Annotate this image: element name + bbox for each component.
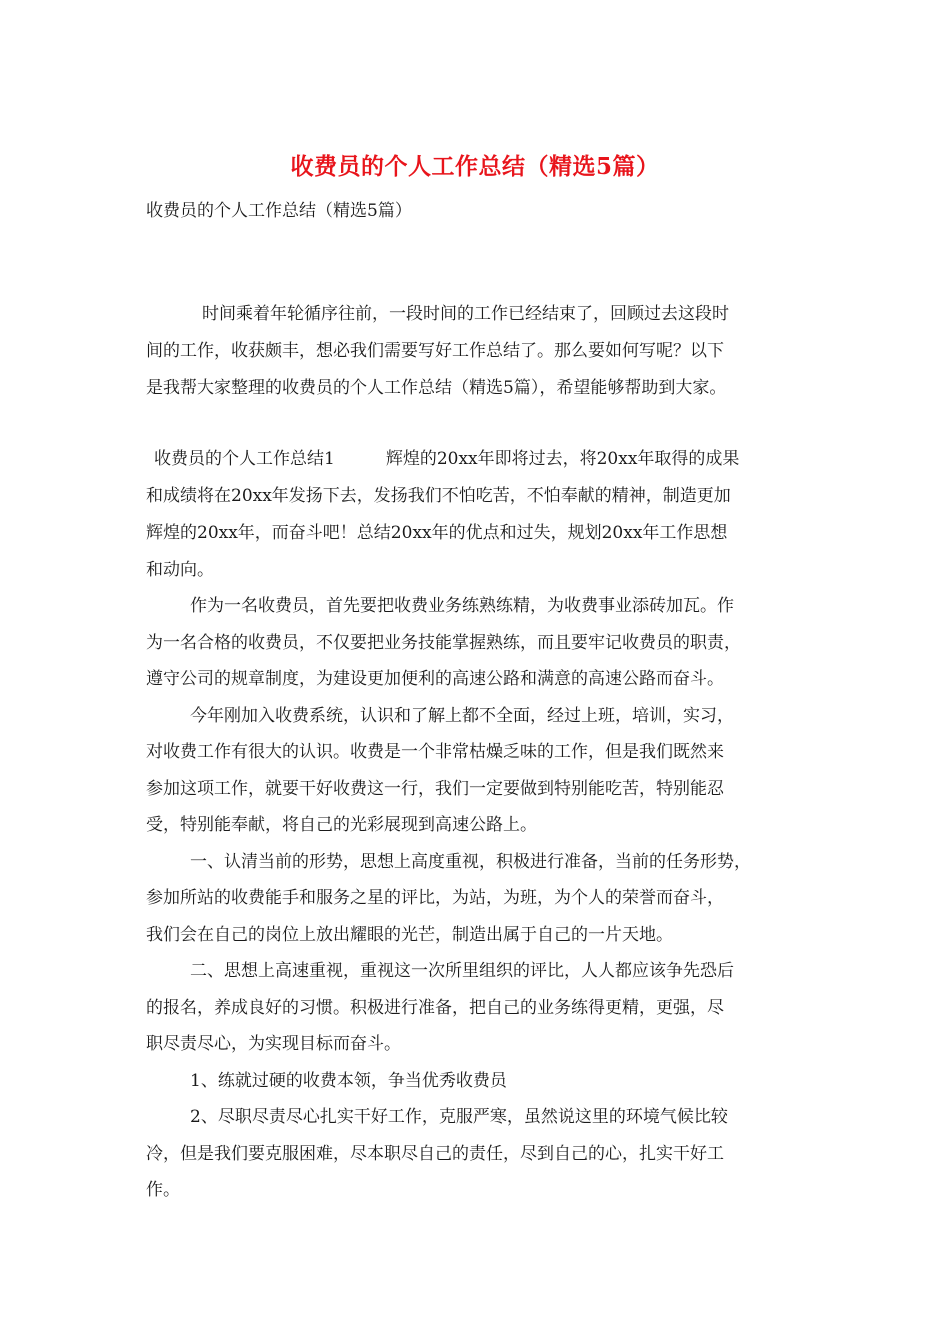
text-line: 二、思想上高速重视，重视这一次所里组织的评比，人人都应该争先恐后 (190, 961, 734, 981)
text-line: 收费员的个人工作总结1 辉煌的20xx年即将过去，将20xx年取得的成果 (154, 449, 740, 469)
text-line: 职尽责尽心，为实现目标而奋斗。 (146, 1034, 401, 1054)
text-line: 2、尽职尽责尽心扎实干好工作，克服严寒，虽然说这里的环境气候比较 (190, 1107, 728, 1127)
text-line: 参加这项工作，就要干好收费这一行，我们一定要做到特别能吃苦，特别能忍 (146, 779, 724, 799)
text-line: 受，特别能奉献，将自己的光彩展现到高速公路上。 (146, 815, 537, 835)
text-line: 一、认清当前的形势，思想上高度重视，积极进行准备，当前的任务形势， (190, 852, 751, 872)
text-line: 辉煌的20xx年，而奋斗吧！总结20xx年的优点和过失，规划20xx年工作思想 (146, 523, 728, 543)
text-line: 和动向。 (146, 560, 214, 580)
text-line: 我们会在自己的岗位上放出耀眼的光芒，制造出属于自己的一片天地。 (146, 925, 673, 945)
text-line: 今年刚加入收费系统，认识和了解上都不全面，经过上班，培训，实习， (190, 706, 734, 726)
text-line: 间的工作，收获颇丰，想必我们需要写好工作总结了。那么要如何写呢？以下 (146, 341, 724, 361)
text-line: 为一名合格的收费员，不仅要把业务技能掌握熟练，而且要牢记收费员的职责， (146, 633, 741, 653)
text-line: 是我帮大家整理的收费员的个人工作总结（精选5篇），希望能够帮助到大家。 (146, 378, 727, 398)
document-subtitle: 收费员的个人工作总结（精选5篇） (146, 201, 412, 221)
text-line: 对收费工作有很大的认识。收费是一个非常枯燥乏味的工作，但是我们既然来 (146, 742, 724, 762)
document-title: 收费员的个人工作总结（精选5篇） (290, 153, 660, 180)
text-line: 冷，但是我们要克服困难，尽本职尽自己的责任，尽到自己的心，扎实干好工 (146, 1144, 724, 1164)
text-line: 参加所站的收费能手和服务之星的评比，为站，为班，为个人的荣誉而奋斗， (146, 888, 724, 908)
text-line: 作为一名收费员，首先要把收费业务练熟练精，为收费事业添砖加瓦。作 (190, 596, 734, 616)
text-line: 和成绩将在20xx年发扬下去，发扬我们不怕吃苦，不怕奉献的精神，制造更加 (146, 486, 731, 506)
text-line: 的报名，养成良好的习惯。积极进行准备，把自己的业务练得更精，更强，尽 (146, 998, 724, 1018)
text-line: 时间乘着年轮循序往前，一段时间的工作已经结束了，回顾过去这段时 (202, 304, 729, 324)
text-line: 遵守公司的规章制度，为建设更加便利的高速公路和满意的高速公路而奋斗。 (146, 669, 724, 689)
text-line: 1、练就过硬的收费本领，争当优秀收费员 (190, 1071, 507, 1091)
text-line: 作。 (146, 1180, 180, 1200)
